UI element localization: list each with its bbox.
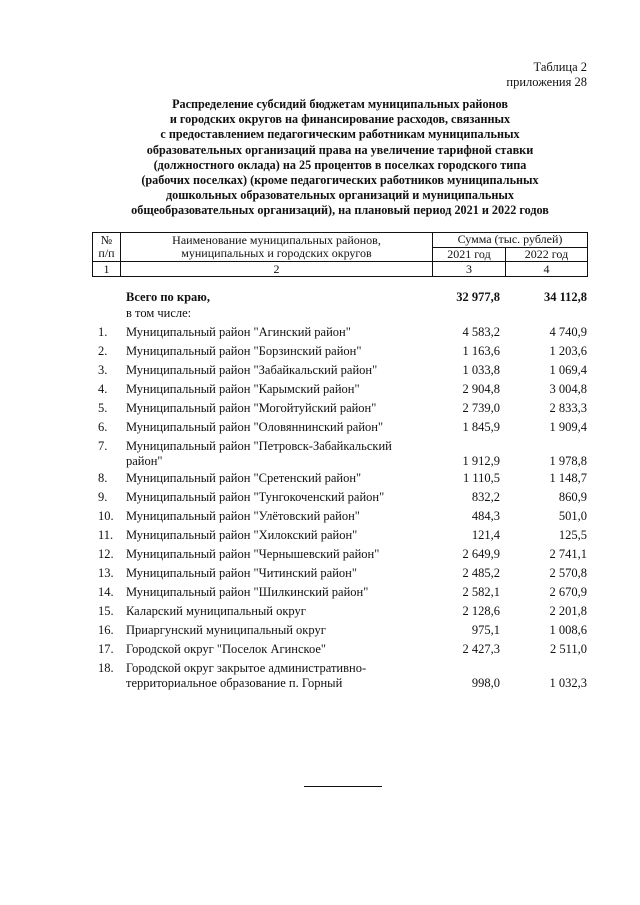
row-value-2022: 2 741,1	[549, 547, 587, 561]
row-value-2022: 1 032,3	[549, 676, 587, 690]
table-row	[92, 509, 587, 526]
row-name: Муниципальный район "Читинский район"	[126, 566, 357, 580]
total-label: Всего по краю,	[126, 290, 210, 304]
column-number-4: 4	[506, 262, 588, 277]
row-number: 17.	[98, 642, 114, 656]
table-row	[92, 420, 587, 437]
row-value-2021: 2 427,3	[462, 642, 500, 656]
end-separator-line	[304, 786, 382, 787]
row-value-2021: 998,0	[471, 676, 500, 690]
row-name: Муниципальный район "Петровск-Забайкальский район"	[126, 439, 392, 468]
row-value-2022: 860,9	[558, 490, 587, 504]
document-title	[92, 97, 588, 219]
row-value-2021: 2 649,9	[462, 547, 500, 561]
row-name: Муниципальный район "Забайкальский район"	[126, 363, 378, 377]
table-header	[92, 232, 588, 277]
row-value-2021: 4 583,2	[462, 325, 500, 339]
row-number: 16.	[98, 623, 114, 637]
header-number-line: №	[100, 232, 113, 247]
header-name-cell	[121, 233, 433, 262]
row-name: Муниципальный район "Сретенский район"	[126, 471, 362, 485]
title-line: общеобразовательных организаций), на плановый период 2021 и 2022 годов	[131, 203, 549, 218]
row-number: 12.	[98, 547, 114, 561]
row-value-2022: 1 203,6	[549, 344, 587, 358]
including-row	[92, 306, 587, 323]
row-value-2022: 2 511,0	[549, 642, 587, 656]
row-value-2021: 2 582,1	[462, 585, 500, 599]
row-value-2021: 1 912,9	[462, 454, 500, 468]
table-row	[92, 528, 587, 545]
row-name: Муниципальный район "Улётовский район"	[126, 509, 360, 523]
table-row	[92, 439, 587, 469]
row-value-2021: 975,1	[471, 623, 500, 637]
row-number: 13.	[98, 566, 114, 580]
row-value-2021: 2 128,6	[462, 604, 500, 618]
table-body	[92, 290, 587, 693]
title-line: дошкольных образовательных организаций и муниципальных	[165, 188, 515, 203]
row-name: Приаргунский муниципальный округ	[126, 623, 326, 637]
row-number: 1.	[98, 325, 108, 339]
header-2021-cell: 2021 год	[433, 247, 506, 262]
header-number-line: п/п	[98, 246, 115, 260]
row-number: 9.	[98, 490, 108, 504]
row-name: Муниципальный район "Карымский район"	[126, 382, 360, 396]
column-number-3: 3	[433, 262, 506, 277]
row-value-2022: 2 670,9	[549, 585, 587, 599]
row-value-2022: 1 069,4	[549, 363, 587, 377]
header-name-line: муниципальных и городских округов	[181, 246, 372, 260]
row-name: Муниципальный район "Хилокский район"	[126, 528, 358, 542]
row-number: 6.	[98, 420, 108, 434]
row-value-2021: 1 163,6	[462, 344, 500, 358]
row-name: Городской округ "Поселок Агинское"	[126, 642, 327, 656]
title-line: с предоставлением педагогическим работникам муниципальных	[160, 127, 520, 142]
row-value-2021: 1 845,9	[462, 420, 500, 434]
row-name: Муниципальный район "Шилкинский район"	[126, 585, 369, 599]
row-value-2021: 484,3	[471, 509, 500, 523]
title-line: образовательных организаций права на увеличение тарифной ставки	[146, 142, 534, 157]
table-row	[92, 623, 587, 640]
row-value-2021: 1 033,8	[462, 363, 500, 377]
row-number: 10.	[98, 509, 114, 523]
title-line: Распределение субсидий бюджетам муниципальных районов	[172, 97, 508, 111]
total-2021: 32 977,8	[456, 290, 500, 304]
column-number-1: 1	[93, 262, 121, 277]
table-row	[92, 363, 587, 380]
table-row	[92, 382, 587, 399]
table-reference	[506, 60, 587, 90]
row-name: Городской округ закрытое административно-территориальное образование п. Горный	[126, 661, 367, 690]
including-label: в том числе:	[126, 306, 192, 320]
row-number: 14.	[98, 585, 114, 599]
row-value-2022: 4 740,9	[549, 325, 587, 339]
table-row	[92, 344, 587, 361]
row-value-2022: 2 833,3	[549, 401, 587, 415]
row-name: Муниципальный район "Оловяннинский район"	[126, 420, 384, 434]
row-value-2021: 2 904,8	[462, 382, 500, 396]
row-value-2022: 501,0	[558, 509, 587, 523]
row-number: 7.	[98, 439, 108, 453]
row-value-2022: 1 978,8	[549, 454, 587, 468]
title-line: и городских округов на финансирование расходов, связанных	[169, 112, 511, 127]
header-name-line: Наименование муниципальных районов,	[172, 232, 381, 247]
total-2022: 34 112,8	[543, 290, 587, 304]
row-number: 3.	[98, 363, 108, 377]
table-row	[92, 490, 587, 507]
row-number: 5.	[98, 401, 108, 415]
row-value-2022: 1 148,7	[549, 471, 587, 485]
row-value-2021: 1 110,5	[462, 471, 500, 485]
title-line: (должностного оклада) на 25 процентов в поселках городского типа	[153, 157, 527, 172]
table-row	[92, 547, 587, 564]
table-number: Таблица 2	[533, 60, 587, 74]
table-row	[92, 401, 587, 418]
title-line: (рабочих поселках) (кроме педагогических работников муниципальных	[141, 173, 539, 188]
row-number: 15.	[98, 604, 114, 618]
table-row	[92, 566, 587, 583]
row-number: 8.	[98, 471, 108, 485]
table-row	[92, 471, 587, 488]
appendix-reference: приложения 28	[506, 75, 587, 89]
total-row	[92, 290, 587, 307]
row-name: Муниципальный район "Могойтуйский район"	[126, 401, 377, 415]
row-value-2021: 832,2	[471, 490, 500, 504]
row-value-2022: 2 570,8	[549, 566, 587, 580]
row-name: Муниципальный район "Борзинский район"	[126, 344, 362, 358]
row-value-2022: 1 909,4	[549, 420, 587, 434]
row-number: 11.	[98, 528, 114, 542]
row-value-2021: 121,4	[471, 528, 500, 542]
row-number: 4.	[98, 382, 108, 396]
header-number-cell	[93, 233, 121, 262]
table-row	[92, 642, 587, 659]
table-row	[92, 661, 587, 691]
row-value-2022: 125,5	[558, 528, 587, 542]
column-number-2: 2	[121, 262, 433, 277]
header-sum-cell: Сумма (тыс. рублей)	[433, 233, 588, 248]
row-value-2021: 2 485,2	[462, 566, 500, 580]
table-row	[92, 325, 587, 342]
row-name: Муниципальный район "Тунгокоченский район"	[126, 490, 385, 504]
row-name: Муниципальный район "Агинский район"	[126, 325, 351, 339]
row-name: Муниципальный район "Чернышевский район"	[126, 547, 380, 561]
table-row	[92, 585, 587, 602]
row-value-2022: 3 004,8	[549, 382, 587, 396]
row-value-2021: 2 739,0	[462, 401, 500, 415]
row-number: 18.	[98, 661, 114, 675]
row-number: 2.	[98, 344, 108, 358]
row-value-2022: 1 008,6	[549, 623, 587, 637]
table-row	[92, 604, 587, 621]
row-name: Каларский муниципальный округ	[126, 604, 306, 618]
row-value-2022: 2 201,8	[549, 604, 587, 618]
header-2022-cell: 2022 год	[506, 247, 588, 262]
